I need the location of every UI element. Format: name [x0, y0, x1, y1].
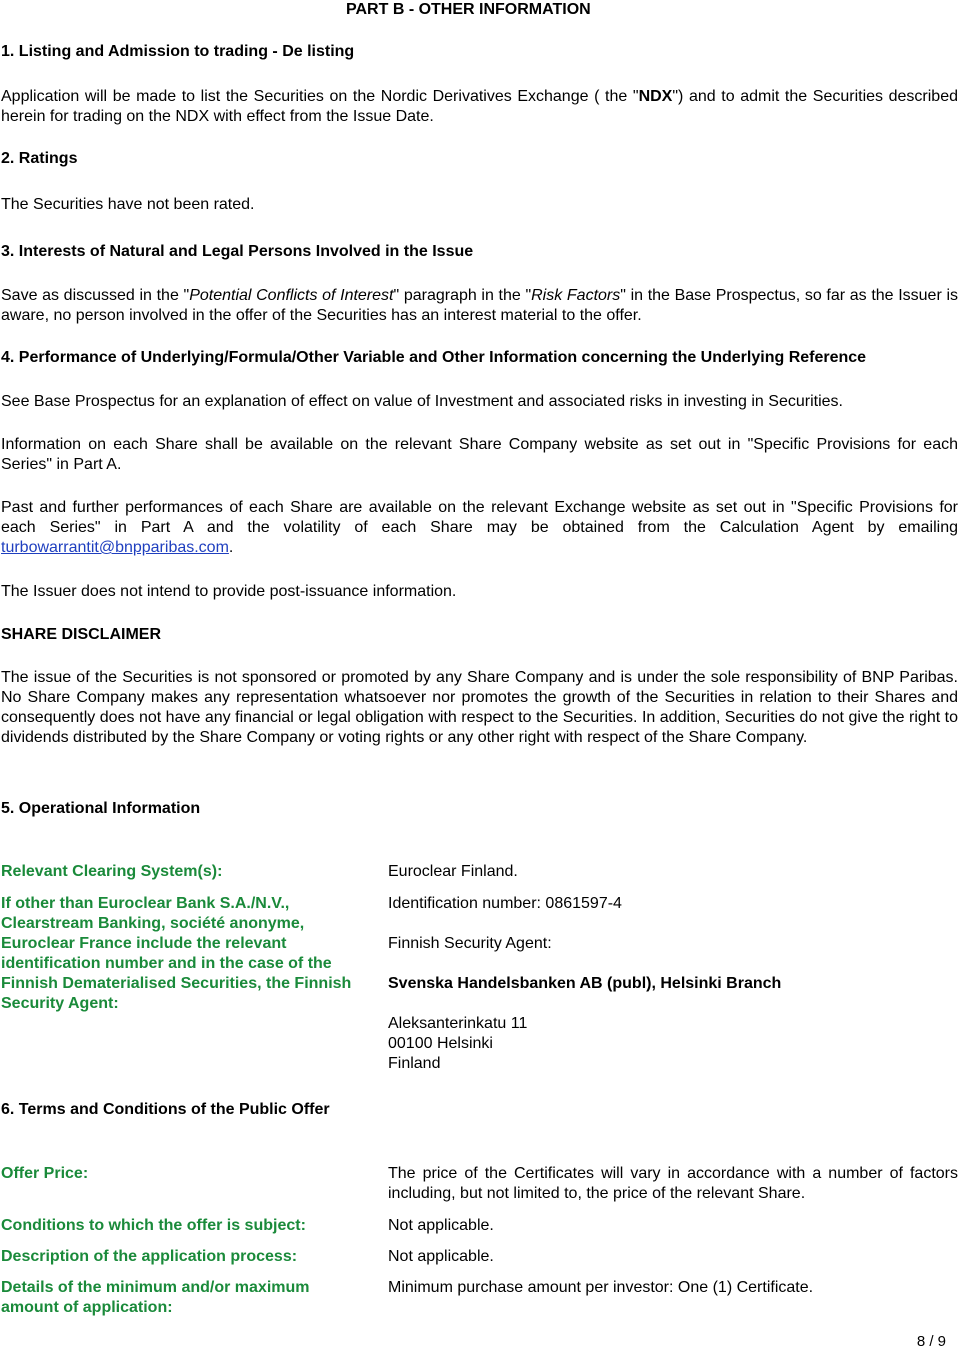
section-1-text: Application will be made to list the Securities on the Nordic Derivatives Exchange ( the "NDX") and to admit the Securities described herein for trading on the NDX with effect from the Issue Date.	[1, 88, 958, 125]
application-process-label: Description of the application process:	[1, 1248, 298, 1265]
section-4-p3: Past and further performances of each Share are available on the relevant Exchange website as set out in "Specific Provisions for each Series" in Part A and the volatility of each Share may be obtained from the Calculation Agent by emailing turbowarrantit@bnpparibas.com.	[1, 499, 958, 556]
section-3-text: Save as discussed in the "Potential Conflicts of Interest" paragraph in the "Risk Factors" in the Base Prospectus, so far as the Issuer is aware, no person involved in the offer of the Securities has an interest material to the offer.	[1, 287, 959, 324]
agent-address-line-1: Aleksanterinkatu 11	[388, 1015, 528, 1032]
section-3-heading: 3. Interests of Natural and Legal Persons Involved in the Issue	[1, 243, 474, 260]
agent-address-line-3: Finland	[388, 1055, 441, 1072]
offer-conditions-label: Conditions to which the offer is subject:	[1, 1217, 306, 1234]
application-amount-value: Minimum purchase amount per investor: One (1) Certificate.	[388, 1279, 814, 1296]
clearing-system-value: Euroclear Finland.	[388, 863, 518, 880]
section-4-p2: Information on each Share shall be available on the relevant Share Company website as set out in "Specific Provisions for each Series" in Part A.	[1, 436, 958, 473]
security-agent-label: Finnish Security Agent:	[388, 935, 552, 952]
section-4-p1: See Base Prospectus for an explanation of effect on value of Investment and associated risks in investing in Securities.	[1, 393, 843, 410]
section-5-heading: 5. Operational Information	[1, 800, 201, 817]
offer-price-label: Offer Price:	[1, 1165, 89, 1182]
part-title: PART B - OTHER INFORMATION	[346, 1, 591, 18]
offer-price-value: The price of the Certificates will vary in accordance with a number of factors including, but not limited to, the price of the relevant Share.	[388, 1165, 958, 1202]
offer-conditions-value: Not applicable.	[388, 1217, 494, 1234]
section-2-text: The Securities have not been rated.	[1, 196, 255, 213]
section-1-heading: 1. Listing and Admission to trading - De listing	[1, 43, 355, 60]
share-disclaimer-heading: SHARE DISCLAIMER	[1, 626, 162, 643]
application-amount-label: Details of the minimum and/or maximum amount of application:	[1, 1279, 310, 1316]
application-process-value: Not applicable.	[388, 1248, 494, 1265]
section-4-heading: 4. Performance of Underlying/Formula/Other Variable and Other Information concerning the Underlying Reference	[1, 349, 867, 366]
section-4-p4: The Issuer does not intend to provide post-issuance information.	[1, 583, 457, 600]
section-2-heading: 2. Ratings	[1, 150, 78, 167]
security-agent-name: Svenska Handelsbanken AB (publ), Helsinki Branch	[388, 975, 782, 992]
agent-address-line-2: 00100 Helsinki	[388, 1035, 493, 1052]
email-link[interactable]: turbowarrantit@bnpparibas.com	[1, 539, 229, 556]
other-clearing-label: If other than Euroclear Bank S.A./N.V., Clearstream Banking, société anonyme, Euroclear France include the relevant identification number and in the case of the Finnish Dematerialised Securities, the Finnish Security Agent:	[1, 895, 352, 1012]
clearing-system-label: Relevant Clearing System(s):	[1, 863, 223, 880]
identification-number: Identification number: 0861597-4	[388, 895, 622, 912]
share-disclaimer-text: The issue of the Securities is not sponsored or promoted by any Share Company and is under the sole responsibility of BNP Paribas. No Share Company makes any representation whatsoever nor promotes the growth of the Securities in relation to their Shares and consequently does not have any financial or legal obligation with respect to the Securities. In addition, Securities do not give the right to dividends distributed by the Share Company or voting rights or any other right with respect of the Share Company.	[1, 669, 958, 746]
section-6-heading: 6. Terms and Conditions of the Public Offer	[1, 1101, 330, 1118]
page-number: 8 / 9	[916, 1333, 946, 1350]
